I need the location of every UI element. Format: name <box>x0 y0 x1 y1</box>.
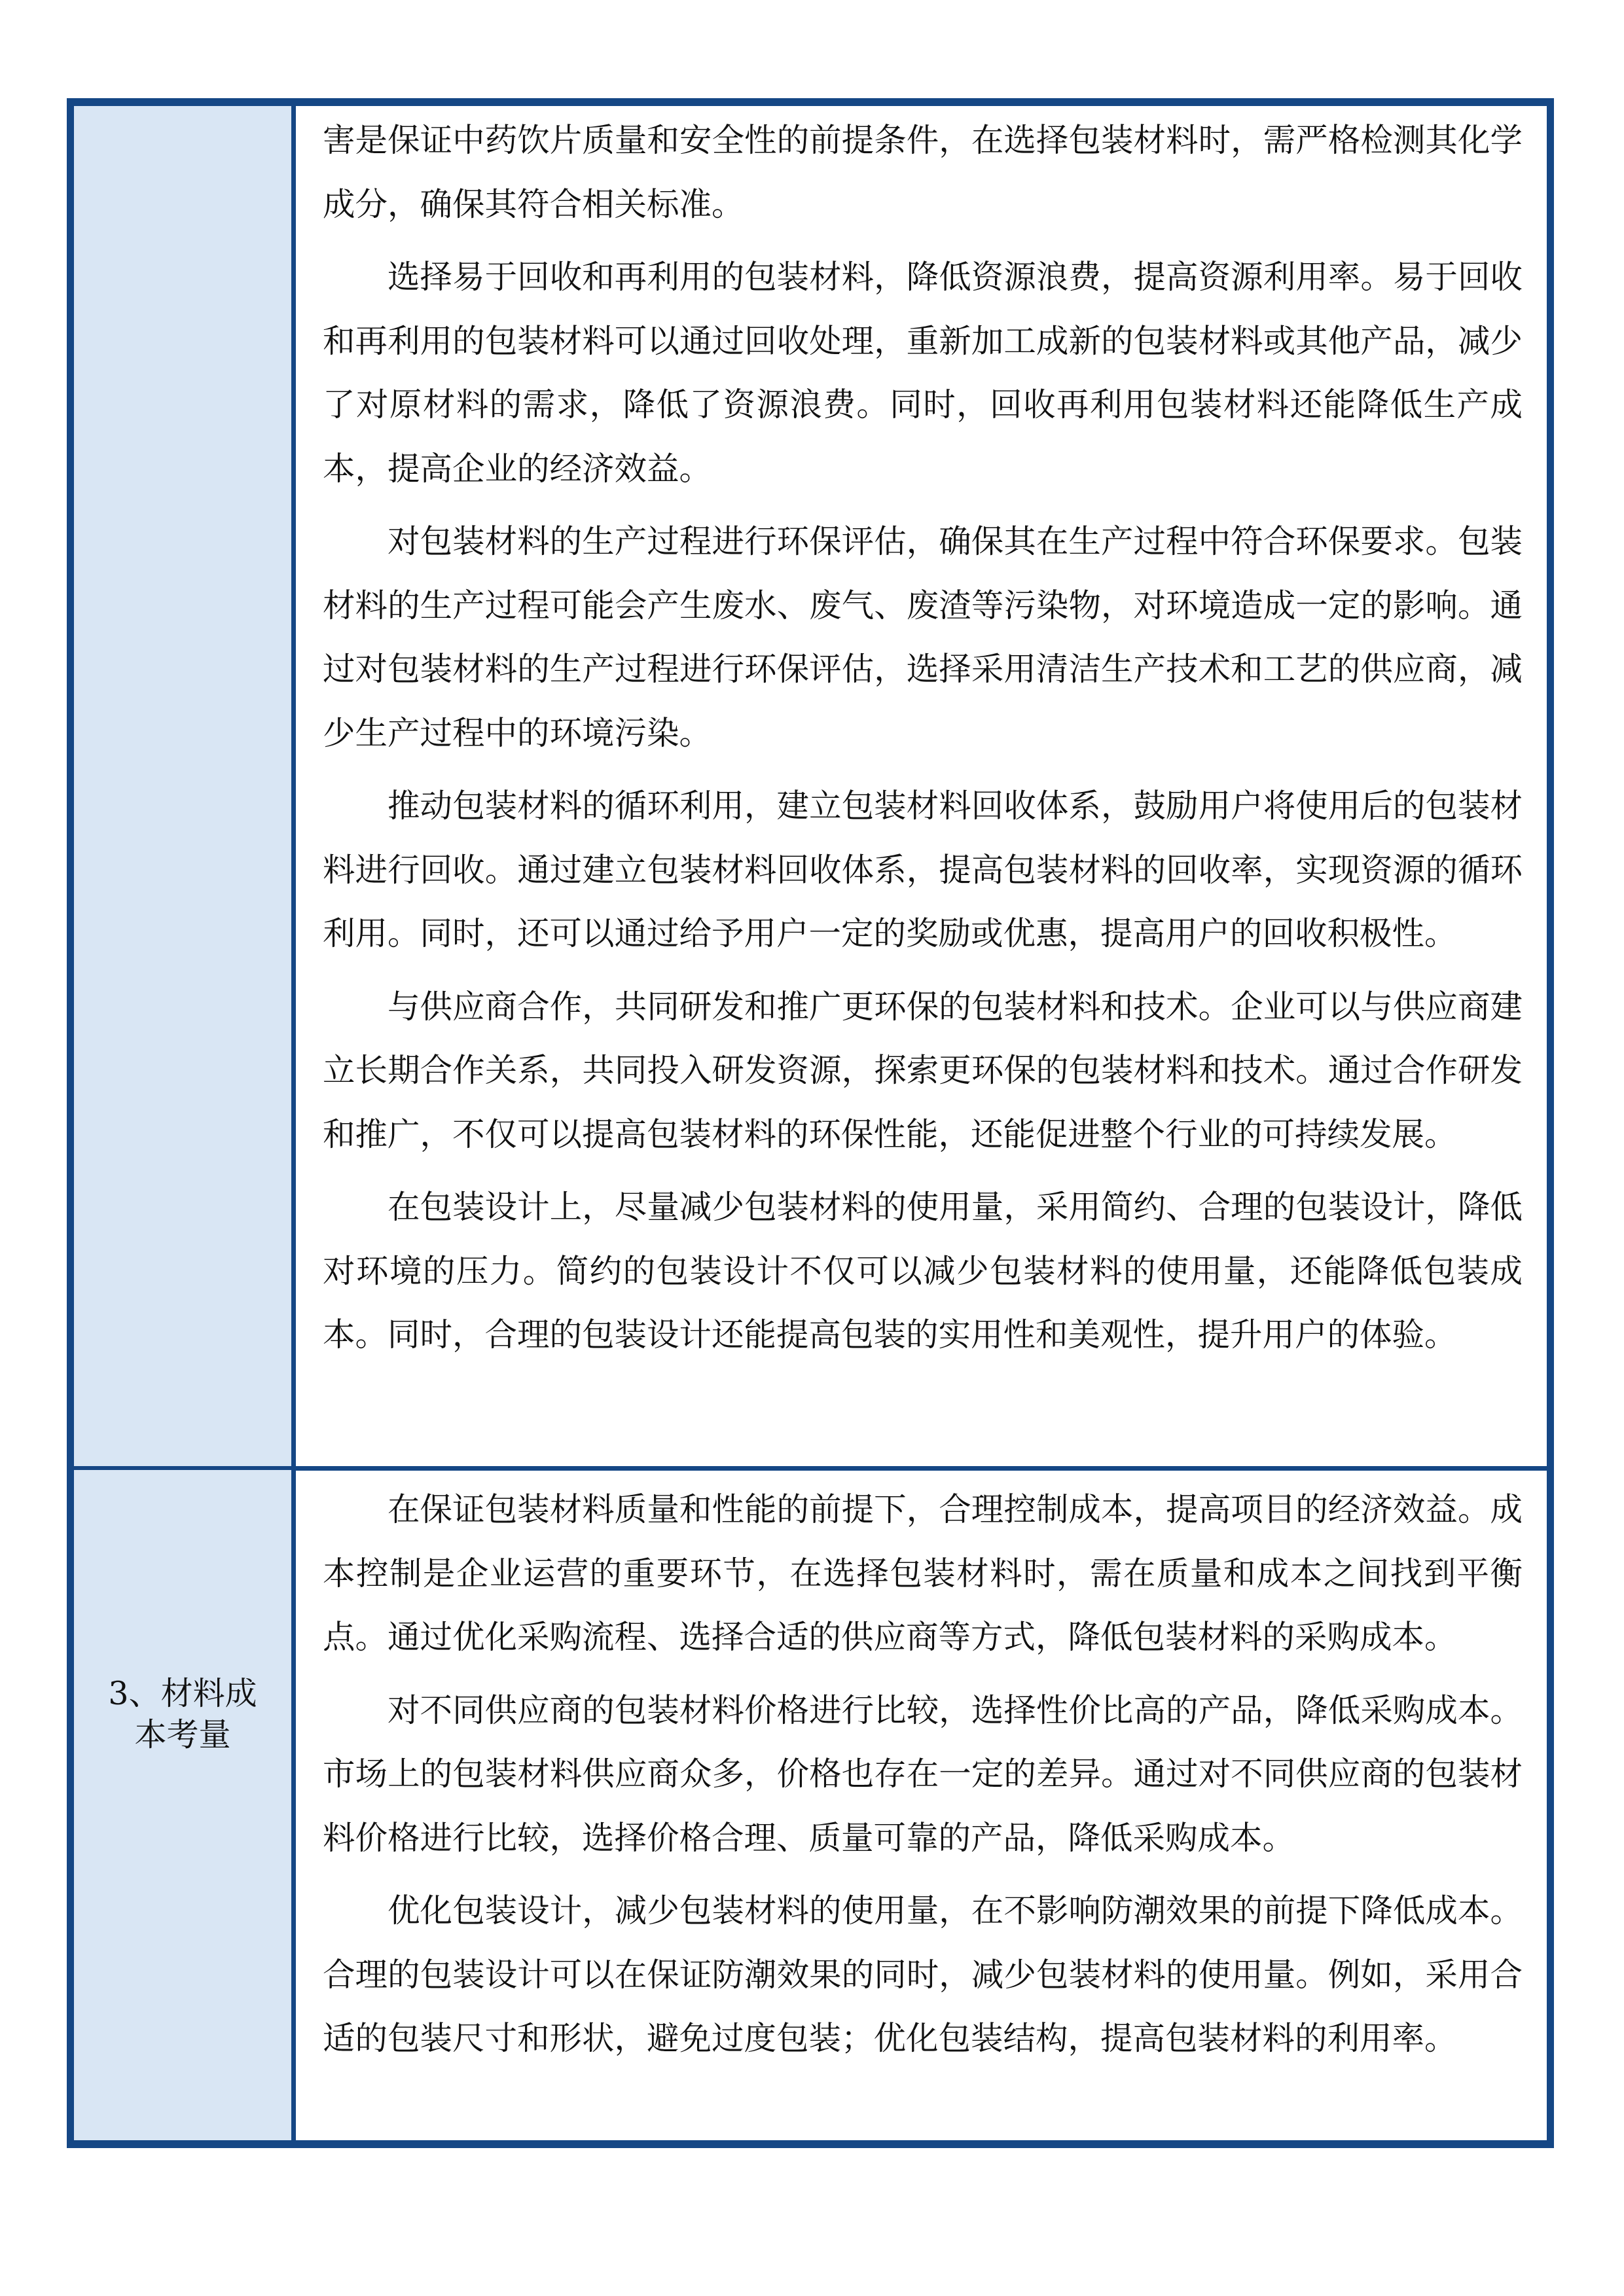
paragraph: 对不同供应商的包装材料价格进行比较，选择性价比高的产品，降低采购成本。市场上的包装材料供应商众多，价格也存在一定的差异。通过对不同供应商的包装材料价格进行比较，选择价格合理、质量可靠的产品，降低采购成本。 <box>323 1691 1523 1857</box>
paragraph: 害是保证中药饮片质量和安全性的前提条件，在选择包装材料时，需严格检测其化学成分，确保其符合相关标准。 <box>323 121 1523 223</box>
content-table <box>67 98 1554 2148</box>
paragraph: 优化包装设计，减少包装材料的使用量，在不影响防潮效果的前提下降低成本。合理的包装设计可以在保证防潮效果的同时，减少包装材料的使用量。例如，采用合适的包装尺寸和形状，避免过度包装；优化包装结构，提高包装材料的利用率。 <box>323 1892 1523 2057</box>
paragraph: 推动包装材料的循环利用，建立包装材料回收体系，鼓励用户将使用后的包装材料进行回收。通过建立包装材料回收体系，提高包装材料的回收率，实现资源的循环利用。同时，还可以通过给予用户一定的奖励或优惠，提高用户的回收积极性。 <box>323 787 1523 952</box>
content-cell <box>323 109 1523 1376</box>
label-cell <box>74 1470 291 2140</box>
table-row-material-cost <box>74 1470 1547 2140</box>
column-divider <box>291 1470 296 2140</box>
label-cell <box>74 106 291 1466</box>
content-cell <box>323 1478 1523 2080</box>
row-label: 3、材料成本考量 <box>108 1675 257 1753</box>
paragraph: 与供应商合作，共同研发和推广更环保的包装材料和技术。企业可以与供应商建立长期合作关系，共同投入研发资源，探索更环保的包装材料和技术。通过合作研发和推广，不仅可以提高包装材料的环保性能，还能促进整个行业的可持续发展。 <box>323 987 1523 1153</box>
paragraph: 在包装设计上，尽量减少包装材料的使用量，采用简约、合理的包装设计，降低对环境的压力。简约的包装设计不仅可以减少包装材料的使用量，还能降低包装成本。同时，合理的包装设计还能提高包装的实用性和美观性，提升用户的体验。 <box>323 1188 1523 1354</box>
paragraph: 在保证包装材料质量和性能的前提下，合理控制成本，提高项目的经济效益。成本控制是企业运营的重要环节，在选择包装材料时，需在质量和成本之间找到平衡点。通过优化采购流程、选择合适的供应商等方式，降低包装材料的采购成本。 <box>323 1490 1523 1656</box>
column-divider <box>291 106 296 1466</box>
paragraph: 对包装材料的生产过程进行环保评估，确保其在生产过程中符合环保要求。包装材料的生产过程可能会产生废水、废气、废渣等污染物，对环境造成一定的影响。通过对包装材料的生产过程进行环保评估，选择采用清洁生产技术和工艺的供应商，减少生产过程中的环境污染。 <box>323 522 1523 752</box>
paragraph: 选择易于回收和再利用的包装材料，降低资源浪费，提高资源利用率。易于回收和再利用的包装材料可以通过回收处理，重新加工成新的包装材料或其他产品，减少了对原材料的需求，降低了资源浪费。同时，回收再利用包装材料还能降低生产成本，提高企业的经济效益。 <box>323 258 1523 488</box>
table-row-environmental <box>74 106 1547 1466</box>
